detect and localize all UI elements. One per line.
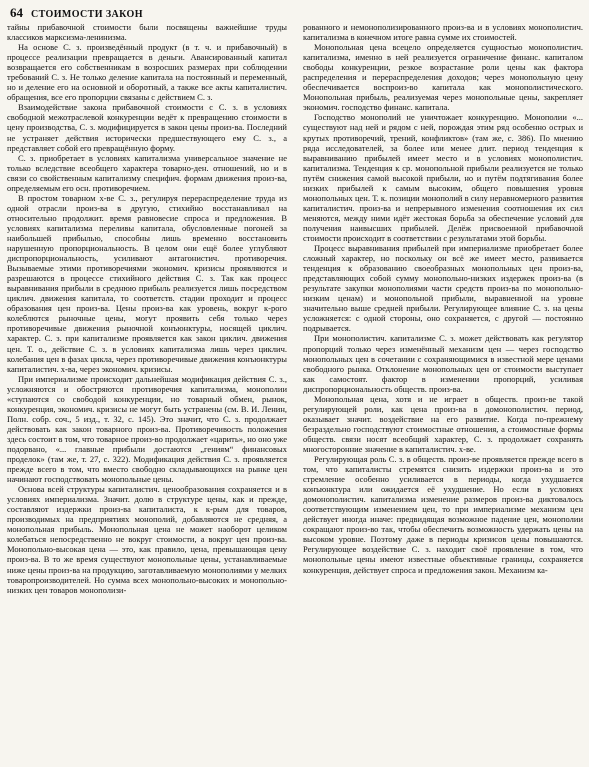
left-column — [7, 22, 287, 762]
paragraph: Монопольная цена всецело определяется сущностью монополистич. капитализма, именно в ней реализуется ограничение финанс. капиталом свободы конкуренции, резкое возрастание роли цены как фактора распределения и перераспределения доходов; через монопольную цену обеспечивается воспроиз-во капитала как монополистического. Монопольная прибыль, реализуемая через монопольные цены, закрепляет экономич. господство финанс. капитала. — [303, 42, 583, 113]
paragraph: рованного и немонополизированного произ-ва и в условиях монополистич. капитализма в конечном итоге равна сумме их стоимостей. — [303, 22, 583, 43]
paragraph: Основа всей структуры капиталистич. ценообразования сохраняется и в условиях империализма. Значит. долю в структуре цены, как и прежде, составляют издержки произ-ва капиталиста, к к-рым для товаров, производимых на предприятиях монополий, добавляются не средняя, а монопольная прибыль. Монопольная цена не может наоборот целиком колебаться непосредственно не вокруг стоимости, а вокруг цен произ-ва. Монопольно-высокая цена — это, как правило, цена, превышающая цену произ-ва. В то же время существуют монопольные цены, устанавливаемые ниже цены произ-ва на продукцию, заготавливаемую монополиями у мелких товаропроизводителей. Но сумма всех монопольно-высоких и монопольно-низких цен товаров монополизи- — [7, 484, 287, 595]
paragraph: При империализме происходит дальнейшая модификация действия С. з., усложняются и обостряются противоречия капитализма, монополии «ступаются со свободой конкуренции, но товарный обмен, рынок, конкуренция, экономич. кризисы не могут быть устранены (см. В. И. Ленин, Полн. собр. соч., 5 изд., т. 32, с. 145). Это значит, что С. з. продолжает действовать как закон товарного произ-ва. Противоречивость положения здесь состоит в том, что товарное произ-во продолжает «царить», но оно уже подорвано, «... главные прибыли достаются „гениям“ финансовых проделок» (там же, т. 27, с. 322). Модификация действия С. з. проявляется прежде всего в том, что вместо свободно складывающихся на рынке цен начинают господствовать монопольные цены. — [7, 373, 287, 485]
paragraph: В простом товарном х-ве С. з., регулируя перераспределение труда из одной отрасли произ-ва в другую, стихийно восстанавливал на относительно продолжит. время равновесие спроса и предложения. В условиях капитализма переливы капитала, обусловленные погоней за наибольшей прибылью, способны лишь временно восстановить нарушенную пропорциональность. В целом они ещё более углубляют диспропорциональность, усиливают антагонистич. противоречия. Вызываемые этими противоречиями экономич. кризисы проявляются и разрешаются в процессе стихийного действия С. з. Так как процесс выравнивания прибыли в среднюю прибыль реализуется лишь посредством циклич. движения капитала, то соответств. стадии проходит и процесс образования цен произ-ва. Цены произ-ва как уровень, вокруг к-рого колеблются рыночные цены, могут проявить себя только через противоречивые движения рыночной конъюнктуры, носящей циклич. характер. С. з. при капитализме проявляется как закон циклич. движения цен. Т. о., действие С. з. в условиях капитализма лишь через циклич. колебания цен в фазах цикла, через противоречивые движения конъюнктуры капиталистич. х-ва, через экономич. кризисы. — [7, 192, 287, 374]
page-number: 64 — [10, 5, 23, 20]
right-column — [303, 22, 583, 762]
paragraph: Регулирующая роль С. з. в обществ. произ-ве проявляется прежде всего в том, что капиталисты стремятся снизить издержки произ-ва и это стремление особенно усиливается в периоды, когда ухудшается конъюнктура или ожидается её ухудшение. Но если в условиях домонополистич. капитализма изменение размеров произ-ва диктовалось соответствующим изменением цен, то при империализме механизм цен действует иногда иначе: предвидящая возможное падение цен, монополии сокращают произ-во так, чтобы обеспечить возможность удержать цены на высоком уровне. Поэтому даже в периоды кризисов цены повышаются. Регулирующее воздействие С. з. находит своё проявление в том, что монопольные цены имеют известные объективные границы, сохраняется конкуренция, действует спроса и предложения закон. Механизм ка- — [303, 454, 583, 575]
paragraph: На основе С. з. произведённый продукт (в т. ч. и прибавочный) в процессе реализации превращается в деньги. Авансированный капитал возвращается его собственникам в возросших размерах при соблюдении требований С. з. Не только деление капитала на постоянный и переменный, но и деление его на основной и оборотный, а также все акты капиталистич. обращения, все его пропорции связаны с действием С. з. — [7, 42, 287, 103]
page-header — [10, 5, 143, 21]
paragraph: Взаимодействие закона прибавочной стоимости с С. з. в условиях свободной межотраслевой конкуренции ведёт к превращению стоимости в цену производства, С. з. модифицируется в закон цены произ-ва. Последний не устраняет действия исторически предшествующего ему С. з., а представляет собой его превращённую форму. — [7, 102, 287, 153]
paragraph: тайны прибавочной стоимости были посвящены важнейшие труды классиков марксизма-ленинизма. — [7, 22, 287, 43]
paragraph: Монопольная цена, хотя и не играет в обществ. произ-ве такой регулирующей роли, как цена произ-ва в домонополистич. период, оказывает значит. воздействие на его развитие. Когда по-прежнему безраздельно господствуют стоимостные отношения, а стоимостные формы обществ. связи носят всеобщий характер, С. з. продолжает сохранять многосторонние значение в капиталистич. х-ве. — [303, 393, 583, 454]
paragraph: Господство монополий не уничтожает конкуренцию. Монополии «... существуют над ней и рядом с ней, порождая этим ряд особенно острых и крутых противоречий, трений, конфликтов» (там же, с. 386). По мнению ряда исследователей, за более или менее длит. период тенденция к выравниванию прибылей имеет место и в условиях монополистич. капитализма. Тенденция к ср. монопольной прибыли реализуется не только путём снижения самой высокой прибыли, но и путём подтягивания более низких прибылей к самым высоким, общего повышения уровня монопольных цен. Т. к. позиции монополий в силу неравномерного развития капиталистич. произ-ва и непрерывного изменения соотношения их сил меняются, между ними идёт жестокая борьба за обеспечение условий для получения наивысших прибылей. Делёж присвоенной прибавочной стоимости происходит в соответствии с результатами этой борьбы. — [303, 112, 583, 243]
paragraph: При монополистич. капитализме С. з. может действовать как регулятор пропорций только через изменённый механизм цен — через господство монопольных цен в сочетании с сохраняющимися в известной мере ценами свободного рынка. Отклонение монопольных цен от стоимости выступает как самостоят. фактор в изменении пропорций, усиливая диспропорциональность обществ. произ-ва. — [303, 333, 583, 394]
paragraph: С. з. приобретает в условиях капитализма универсальное значение не только вследствие всеобщего характера товарно-ден. отношений, но и в связи со свойственным капитализму специфич. формам движения произ-ва, определяемым его осн. противоречием. — [7, 152, 287, 193]
running-title: СТОИМОСТИ ЗАКОН — [31, 9, 143, 20]
paragraph: Процесс выравнивания прибылей при империализме приобретает более сложный характер, но поскольку он всё же имеет место, развивается тенденция к образованию своеобразных монопольных цен произ-ва, представляющих собой сумму монопольно-низких издержек произ-ва (в результате закупки монополиями части средств произ-ва по монопольно-низким ценам) и монопольной прибыли, выравненной на уровне значительно выше средней прибыли. Регулирующее влияние С. з. на цены усложняется: с одной стороны, оно сохраняется, с другой — постоянно подрывается. — [303, 243, 583, 334]
